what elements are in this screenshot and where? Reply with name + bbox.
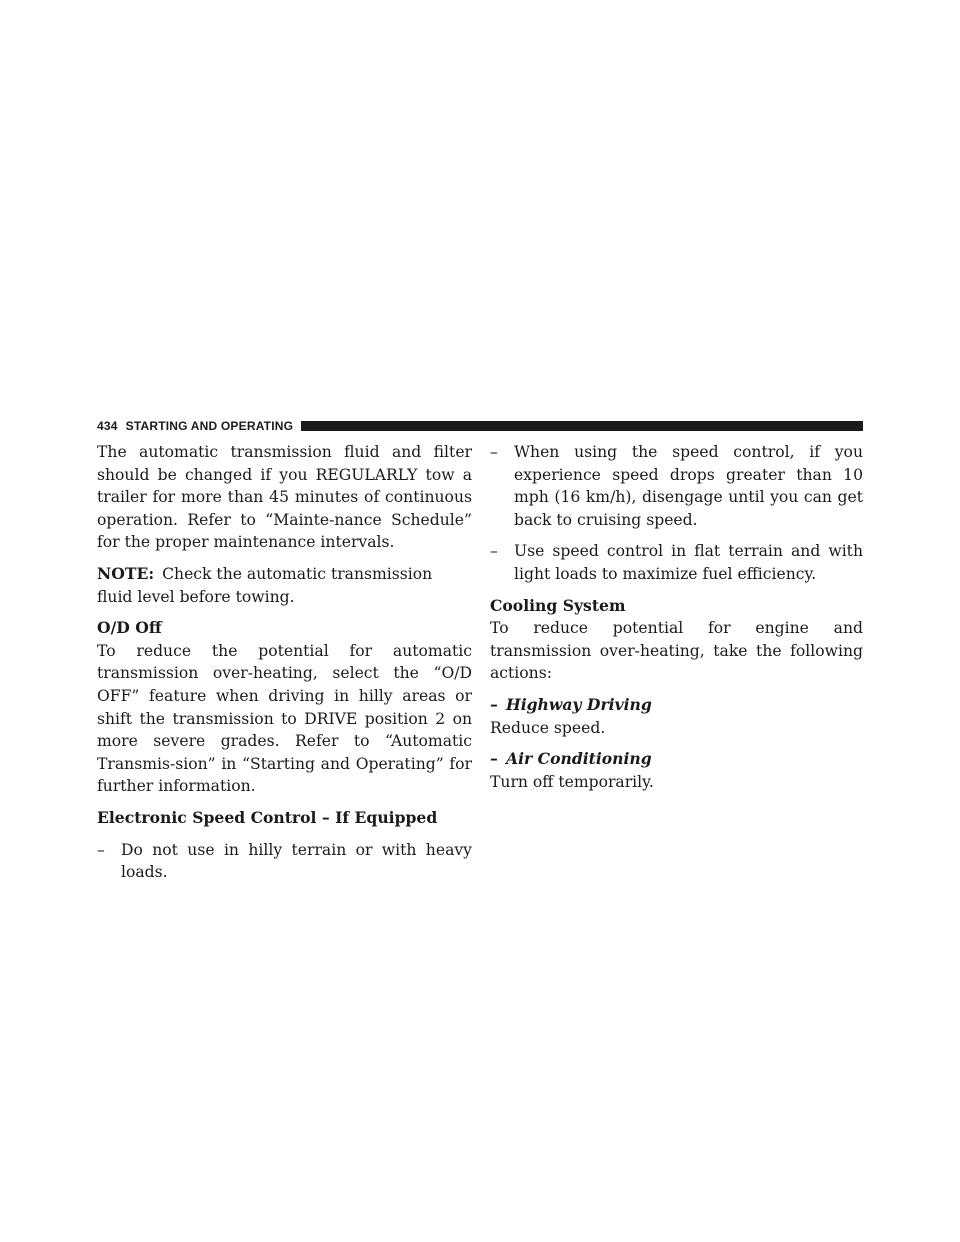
list-item bbox=[490, 540, 863, 585]
list-item-text: Use speed control in flat terrain and with light loads to maximize fuel efficiency. bbox=[514, 542, 863, 583]
heading-cooling-system: Cooling System bbox=[490, 595, 626, 615]
page-number: 434 bbox=[97, 419, 118, 433]
right-column bbox=[490, 441, 863, 802]
paragraph-od-off: To reduce the potential for automatic transmission over-heating, select the “O/D OFF” feature when driving in hilly areas or shift the transmission to DRIVE position 2 on more severe grades. Refer to “Automatic Transmis-sion” in “Starting and Operating” for further information. bbox=[97, 641, 472, 796]
dash-marker: – bbox=[490, 694, 498, 714]
note-label: NOTE: bbox=[97, 563, 155, 583]
note-text: Check the automatic transmission fluid level before towing. bbox=[97, 564, 433, 606]
list-item bbox=[490, 441, 863, 531]
paragraph-cooling: To reduce potential for engine and transmission over-heating, take the following actions: bbox=[490, 619, 863, 683]
dash-marker: – bbox=[490, 542, 498, 561]
heading-od-off: O/D Off bbox=[97, 618, 162, 638]
subheading-text: Highway Driving bbox=[506, 694, 652, 714]
dash-marker: – bbox=[490, 443, 498, 461]
section-title: STARTING AND OPERATING bbox=[125, 419, 294, 433]
header-rule bbox=[301, 421, 863, 431]
list-item-text: Do not use in hilly terrain or with heavy loads. bbox=[121, 840, 472, 882]
note-paragraph bbox=[97, 563, 472, 608]
subheading-highway-driving bbox=[490, 694, 863, 717]
heading-speed-control: Electronic Speed Control – If Equipped bbox=[97, 807, 438, 827]
text-air-conditioning: Turn off temporarily. bbox=[490, 772, 654, 791]
list-item-text: When using the speed control, if you experience speed drops greater than 10 mph (16 km/h), disengage until you can get back to cruising speed. bbox=[514, 443, 863, 529]
text-highway-driving: Reduce speed. bbox=[490, 718, 606, 737]
list-item bbox=[97, 839, 472, 884]
dash-marker: – bbox=[490, 749, 498, 769]
paragraph-fluid-filter: The automatic transmission fluid and filter should be changed if you REGULARLY tow a trailer for more than 45 minutes of continuous operation. Refer to “Mainte-nance Schedule” for the proper maintenance intervals. bbox=[97, 443, 472, 552]
subheading-air-conditioning bbox=[490, 748, 863, 771]
dash-marker: – bbox=[97, 840, 105, 859]
subheading-text: Air Conditioning bbox=[506, 749, 652, 769]
page-header bbox=[97, 420, 863, 432]
left-column bbox=[97, 441, 472, 893]
